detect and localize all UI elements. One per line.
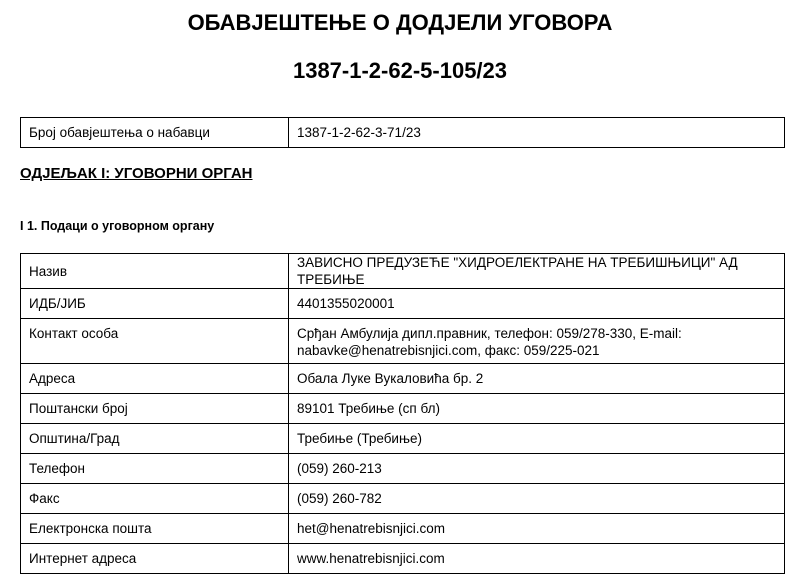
table-row [21, 484, 785, 514]
row-label-email: Електронска пошта [21, 514, 289, 544]
section-heading: ОДЈЕЉАК I: УГОВОРНИ ОРГАН [20, 165, 253, 182]
row-label-postal-code: Поштански број [21, 394, 289, 424]
row-label-municipality: Општина/Град [21, 424, 289, 454]
row-value-contact: Срђан Амбулија дипл.правник, телефон: 059/278-330, E-mail: nabavke@henatrebisnjici.com, факс: 059/225-021 [289, 319, 785, 364]
document-number: 1387-1-2-62-5-105/23 [292, 58, 508, 83]
table-row [21, 454, 785, 484]
contracting-authority-table [20, 253, 785, 574]
row-value-website[interactable]: www.henatrebisnjici.com [289, 544, 785, 574]
table-row [21, 289, 785, 319]
notice-number-value: 1387-1-2-62-3-71/23 [289, 118, 785, 148]
row-value-fax: (059) 260-782 [289, 484, 785, 514]
row-label-id: ИДБ/ЈИБ [21, 289, 289, 319]
table-row [21, 118, 785, 148]
row-value-email[interactable]: het@henatrebisnjici.com [289, 514, 785, 544]
row-label-contact: Контакт особа [21, 319, 289, 364]
row-value-phone: (059) 260-213 [289, 454, 785, 484]
table-row [21, 394, 785, 424]
table-row [21, 514, 785, 544]
row-label-website: Интернет адреса [21, 544, 289, 574]
row-label-fax: Факс [21, 484, 289, 514]
notice-number-table [20, 117, 785, 148]
table-row [21, 544, 785, 574]
table-row [21, 319, 785, 364]
row-value-id: 4401355020001 [289, 289, 785, 319]
notice-number-label: Број обавјештења о набавци [21, 118, 289, 148]
row-value-name: ЗАВИСНО ПРЕДУЗЕЋЕ "ХИДРОЕЛЕКТРАНЕ НА ТРЕБИШЊИЦИ" АД ТРЕБИЊЕ [289, 254, 785, 289]
table-row [21, 424, 785, 454]
row-label-address: Адреса [21, 364, 289, 394]
row-value-address: Обала Луке Вукаловића бр. 2 [289, 364, 785, 394]
row-value-municipality: Требиње (Требиње) [289, 424, 785, 454]
row-label-name: Назив [21, 254, 289, 289]
table-row [21, 364, 785, 394]
row-value-postal-code: 89101 Требиње (сп бл) [289, 394, 785, 424]
row-label-phone: Телефон [21, 454, 289, 484]
subsection-heading: I 1. Подаци о уговорном органу [20, 219, 215, 233]
table-row [21, 254, 785, 289]
document-title: ОБАВЈЕШТЕЊЕ О ДОДЈЕЛИ УГОВОРА [187, 10, 613, 35]
